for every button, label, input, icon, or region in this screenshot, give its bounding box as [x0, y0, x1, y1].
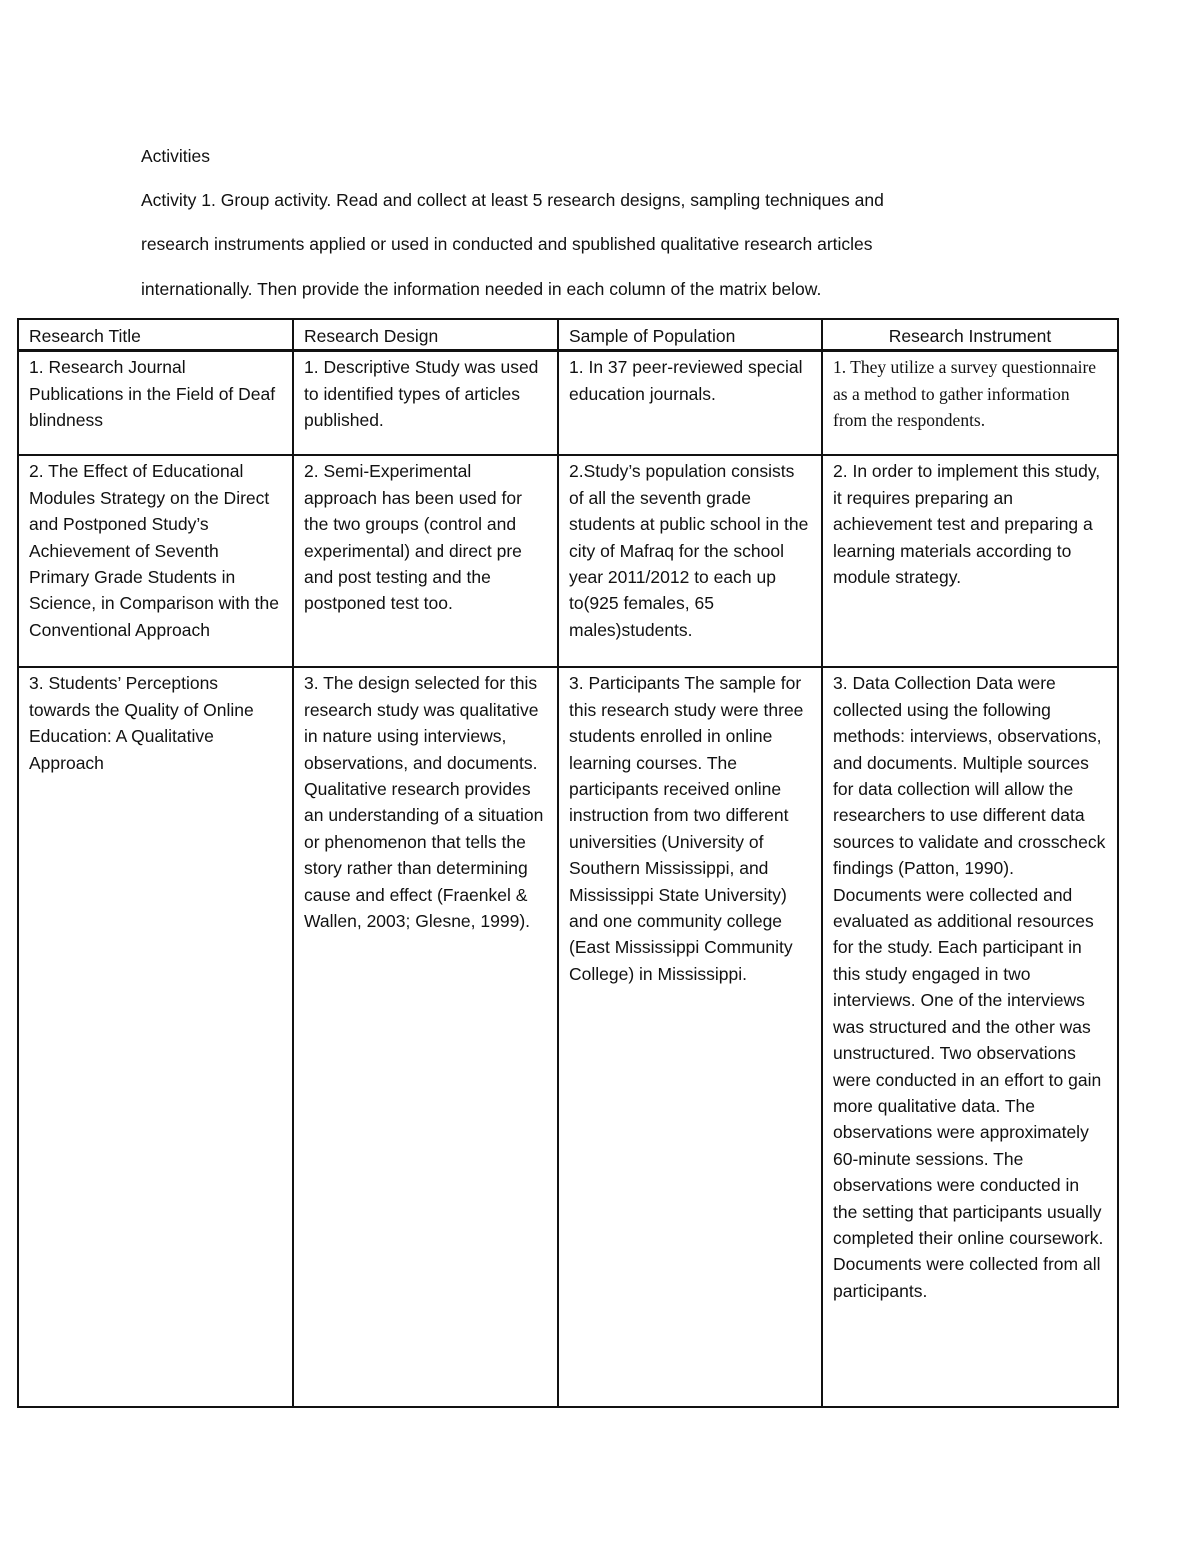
cell-research-design: 3. The design selected for this research study was qualitative in nature using interviews, observations, and documents. Qualitative research provides an understanding of a situation or phenomenon that tells the story rather than determining cause and effect (Fraenkel & Wallen, 2003; Glesne, 1999).	[293, 667, 558, 1407]
header-research-title: Research Title	[18, 319, 293, 351]
header-research-design: Research Design	[293, 319, 558, 351]
cell-research-title: 2. The Effect of Educational Modules Strategy on the Direct and Postponed Study’s Achievement of Seventh Primary Grade Students in Science, in Comparison with the Conventional Approach	[18, 455, 293, 667]
instructions-line-3: internationally. Then provide the information needed in each column of the matrix below.	[141, 279, 822, 299]
cell-research-design: 2. Semi-Experimental approach has been used for the two groups (control and experimental) and direct pre and post testing and the postponed test too.	[293, 455, 558, 667]
table-header-row	[18, 319, 1118, 351]
header-research-instrument: Research Instrument	[822, 319, 1118, 351]
cell-research-title: 3. Students’ Perceptions towards the Quality of Online Education: A Qualitative Approach	[18, 667, 293, 1407]
cell-sample-of-population: 1. In 37 peer-reviewed special education journals.	[558, 351, 822, 456]
instructions-line-1: Activity 1. Group activity. Read and collect at least 5 research designs, sampling techniques and	[141, 190, 884, 210]
table-row	[18, 667, 1118, 1407]
research-matrix-table	[17, 318, 1119, 1408]
cell-research-instrument: 2. In order to implement this study, it requires preparing an achievement test and preparing a learning materials according to module strategy.	[822, 455, 1118, 667]
header-sample-of-population: Sample of Population	[558, 319, 822, 351]
table-row	[18, 455, 1118, 667]
instructions-line-2: research instruments applied or used in conducted and spublished qualitative research articles	[141, 234, 873, 254]
cell-research-instrument: 3. Data Collection Data were collected using the following methods: interviews, observations, and documents. Multiple sources for data collection will allow the researchers to use different data sources to validate and crosscheck findings (Patton, 1990). Documents were collected and evaluated as additional resources for the study. Each participant in this study engaged in two interviews. One of the interviews was structured and the other was unstructured. Two observations were conducted in an effort to gain more qualitative data. The observations were approximately 60-minute sessions. The observations were conducted in the setting that participants usually completed their online coursework. Documents were collected from all participants.	[822, 667, 1118, 1407]
page-heading: Activities	[141, 146, 211, 166]
table-row	[18, 351, 1118, 456]
cell-sample-of-population: 3. Participants The sample for this research study were three students enrolled in online learning courses. The participants received online instruction from two different universities (University of Southern Mississippi, and Mississippi State University) and one community college (East Mississippi Community College) in Mississippi.	[558, 667, 822, 1407]
cell-research-title: 1. Research Journal Publications in the Field of Deaf blindness	[18, 351, 293, 456]
cell-research-instrument: 1. They utilize a survey questionnaire as a method to gather information from the respondents.	[822, 351, 1118, 456]
cell-research-design: 1. Descriptive Study was used to identified types of articles published.	[293, 351, 558, 456]
cell-sample-of-population: 2.Study’s population consists of all the seventh grade students at public school in the city of Mafraq for the school year 2011/2012 to each up to(925 females, 65 males)students.	[558, 455, 822, 667]
